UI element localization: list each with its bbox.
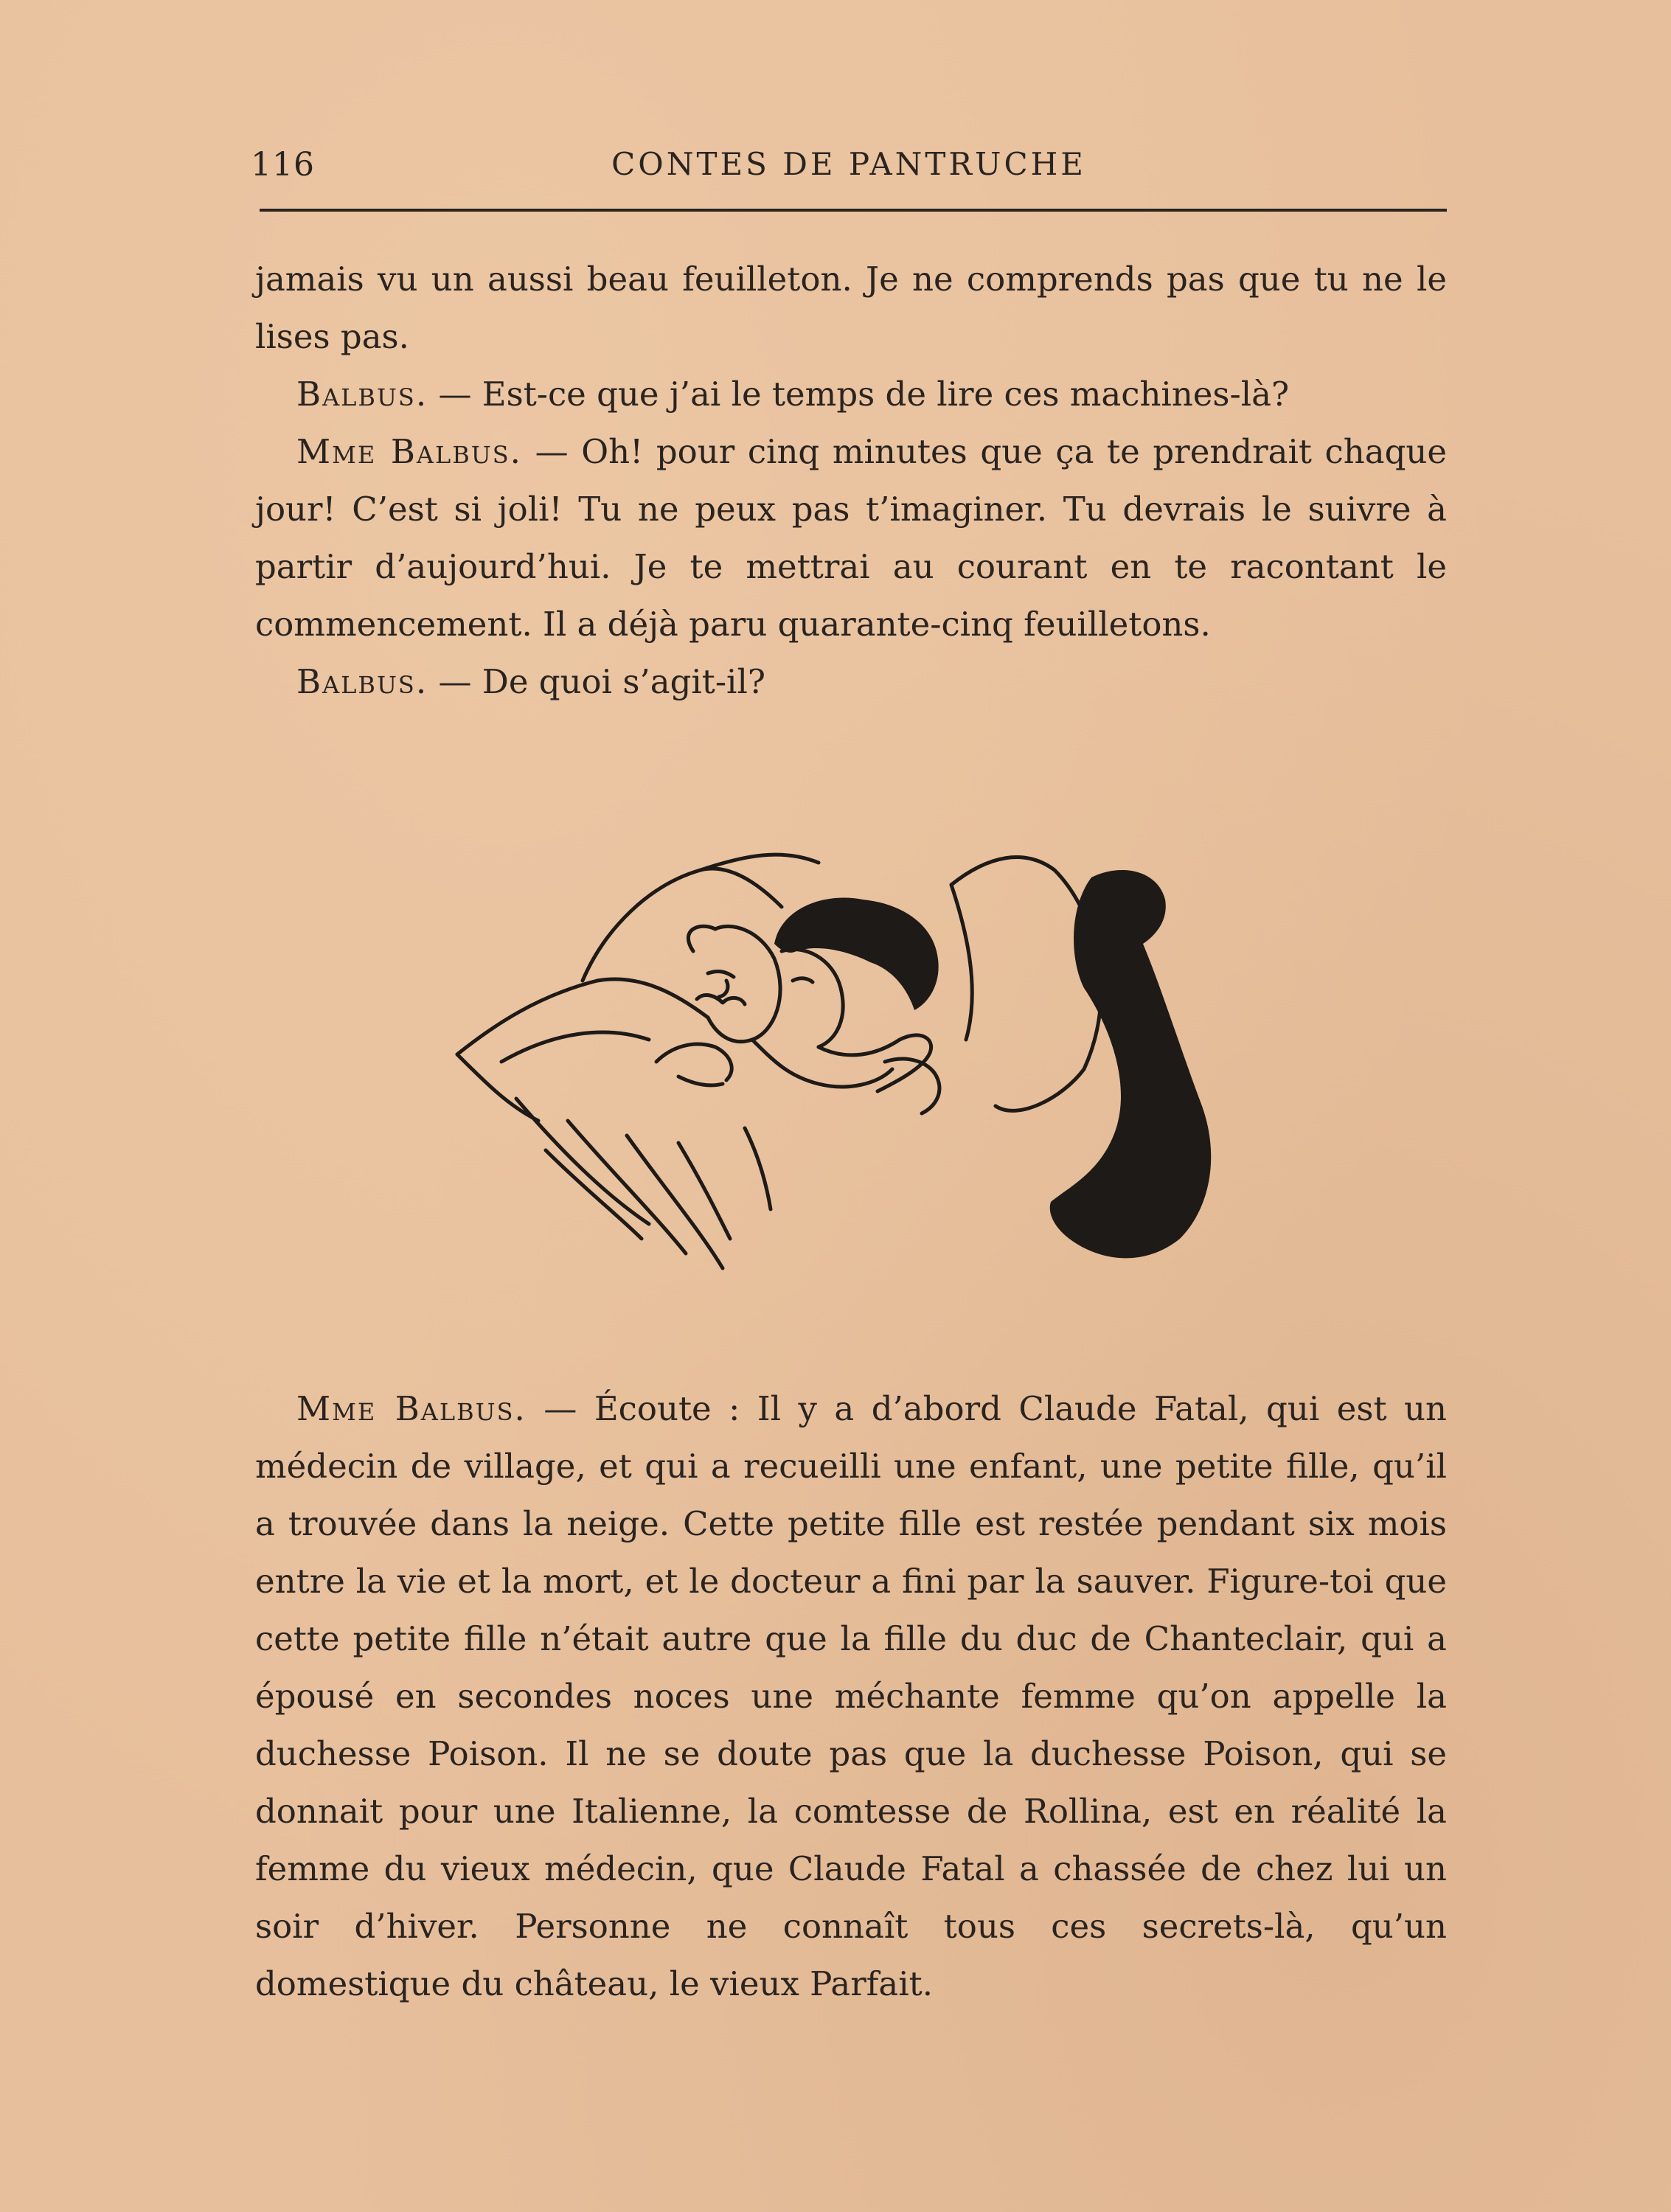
paragraph bbox=[255, 1380, 1447, 2013]
text-block-top bbox=[255, 251, 1447, 711]
paragraph bbox=[255, 423, 1447, 653]
page-number: 116 bbox=[251, 146, 315, 184]
text-block-bottom bbox=[255, 1380, 1447, 2013]
paragraph-text: — Oh! pour cinq minutes que ça te prendrait chaque jour! C’est si joli! Tu ne peux pas t’imaginer. Tu devrais le suivre à partir d’aujourd’hui. Je te mettrai au courant en te racontant le commencement. Il a déjà paru quarante-cinq feuilletons. bbox=[255, 432, 1447, 644]
page-header bbox=[251, 146, 1447, 212]
speaker-name: Mme Balbus. bbox=[296, 432, 522, 471]
header-rule bbox=[260, 209, 1447, 212]
couple-in-bed-illustration bbox=[435, 841, 1268, 1342]
speaker-name: Balbus. bbox=[296, 375, 428, 414]
running-title: CONTES DE PANTRUCHE bbox=[611, 146, 1086, 182]
speaker-name: Balbus. bbox=[296, 662, 428, 701]
paragraph bbox=[255, 251, 1447, 366]
speaker-name: Mme Balbus. bbox=[296, 1389, 527, 1428]
paragraph-text: — Écoute : Il y a d’abord Claude Fatal, qui est un médecin de village, et qui a recueilli une enfant, une petite fille, qu’il a trouvée dans la neige. Cette petite fille est restée pendant six mois entre la vie et la mort, et le docteur a fini par la sauver. Figure-toi que cette petite fille n’était autre que la fille du duc de Chanteclair, qui a épousé en secondes noces une méchante femme qu’on appelle la duchesse Poison. Il ne se doute pas que la duchesse Poison, qui se donnait pour une Italienne, la comtesse de Rollina, est en réalité la femme du vieux médecin, que Claude Fatal a chassée de chez lui un soir d’hiver. Personne ne connaît tous ces secrets-là, qu’un domestique du château, le vieux Parfait. bbox=[255, 1389, 1447, 2003]
paragraph bbox=[255, 366, 1447, 423]
paragraph-text: jamais vu un aussi beau feuilleton. Je ne comprends pas que tu ne le lises pas. bbox=[255, 260, 1447, 356]
paragraph-text: — Est-ce que j’ai le temps de lire ces machines-là? bbox=[428, 375, 1290, 414]
paragraph bbox=[255, 653, 1447, 711]
paragraph-text: — De quoi s’agit-il? bbox=[428, 662, 765, 701]
